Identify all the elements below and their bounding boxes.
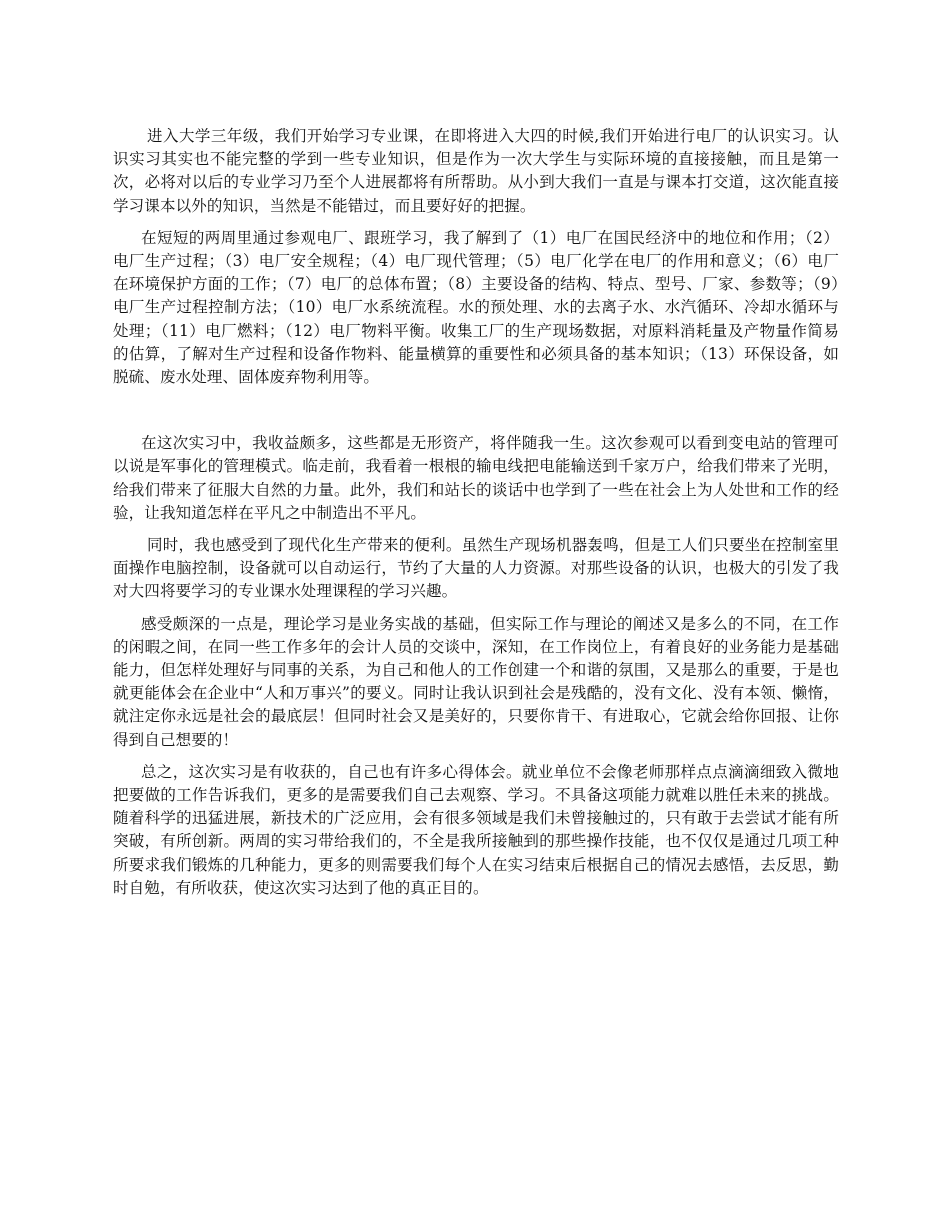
paragraph-4: 同时，我也感受到了现代化生产带来的便利。虽然生产现场机器轰鸣，但是工人们只要坐在控制室里面操作电脑控制，设备就可以自动运行，节约了大量的人力资源。对那些设备的认识，也极大的引发了我对大四将要学习的专业课水处理课程的学习兴趣。 xyxy=(113,536,839,601)
paragraph-5: 感受颇深的一点是，理论学习是业务实战的基础，但实际工作与理论的阐述又是多么的不同，在工作的闲暇之间，在同一些工作多年的会计人员的交谈中，深知，在工作岗位上，有着良好的业务能力是基础能力，但怎样处理好与同事的关系，为自己和他人的工作创建一个和谐的氛围，又是那么的重要，于是也就更能体会在企业中“人和万事兴”的要义。同时让我认识到社会是残酷的，没有文化、没有本领、懒惰，就注定你永远是社会的最底层！但同时社会又是美好的，只要你肯干、有进取心，它就会给你回报、让你得到自己想要的！ xyxy=(113,614,839,749)
paragraph-2: 在短短的两周里通过参观电厂、跟班学习，我了解到了（1）电厂在国民经济中的地位和作用；（2）电厂生产过程；（3）电厂安全规程；（4）电厂现代管理；（5）电厂化学在电厂的作用和意义；（6）电厂在环境保护方面的工作；（7）电厂的总体布置；（8）主要设备的结构、特点、型号、厂家、参数等；（9）电厂生产过程控制方法；（10）电厂水系统流程。水的预处理、水的去离子水、水汽循环、冷却水循环与处理；（11）电厂燃料；（12）电厂物料平衡。收集工厂的生产现场数据，对原料消耗量及产物量作简易的估算，了解对生产过程和设备作物料、能量横算的重要性和必须具备的基本知识；（13）环保设备，如脱硫、废水处理、固体废弃物利用等。 xyxy=(113,228,839,387)
paragraph-3: 在这次实习中，我收益颇多，这些都是无形资产，将伴随我一生。这次参观可以看到变电站的管理可以说是军事化的管理模式。临走前，我看着一根根的输电线把电能输送到千家万户，给我们带来了光明，给我们带来了征服大自然的力量。此外，我们和站长的谈话中也学到了一些在社会上为人处世和工作的经验，让我知道怎样在平凡之中制造出不平凡。 xyxy=(113,434,839,522)
paragraph-1: 进入大学三年级，我们开始学习专业课，在即将进入大四的时候,我们开始进行电厂的认识实习。认识实习其实也不能完整的学到一些专业知识，但是作为一次大学生与实际环境的直接接触，而且是第一次，必将对以后的专业学习乃至个人进展都将有所帮助。从小到大我们一直是与课本打交道，这次能直接学习课本以外的知识，当然是不能错过，而且要好好的把握。 xyxy=(113,127,839,215)
document-body xyxy=(113,125,839,909)
paragraph-6: 总之，这次实习是有收获的，自己也有许多心得体会。就业单位不会像老师那样点点滴滴细致入微地把要做的工作告诉我们，更多的是需要我们自己去观察、学习。不具备这项能力就难以胜任未来的挑战。随着科学的迅猛进展，新技术的广泛应用，会有很多领域是我们未曾接触过的，只有敢于去尝试才能有所突破，有所创新。两周的实习带给我们的，不全是我所接触到的那些操作技能，也不仅仅是通过几项工种所要求我们锻炼的几种能力，更多的则需要我们每个人在实习结束后根据自己的情况去感悟，去反思，勤时自勉，有所收获，使这次实习达到了他的真正目的。 xyxy=(113,762,839,897)
